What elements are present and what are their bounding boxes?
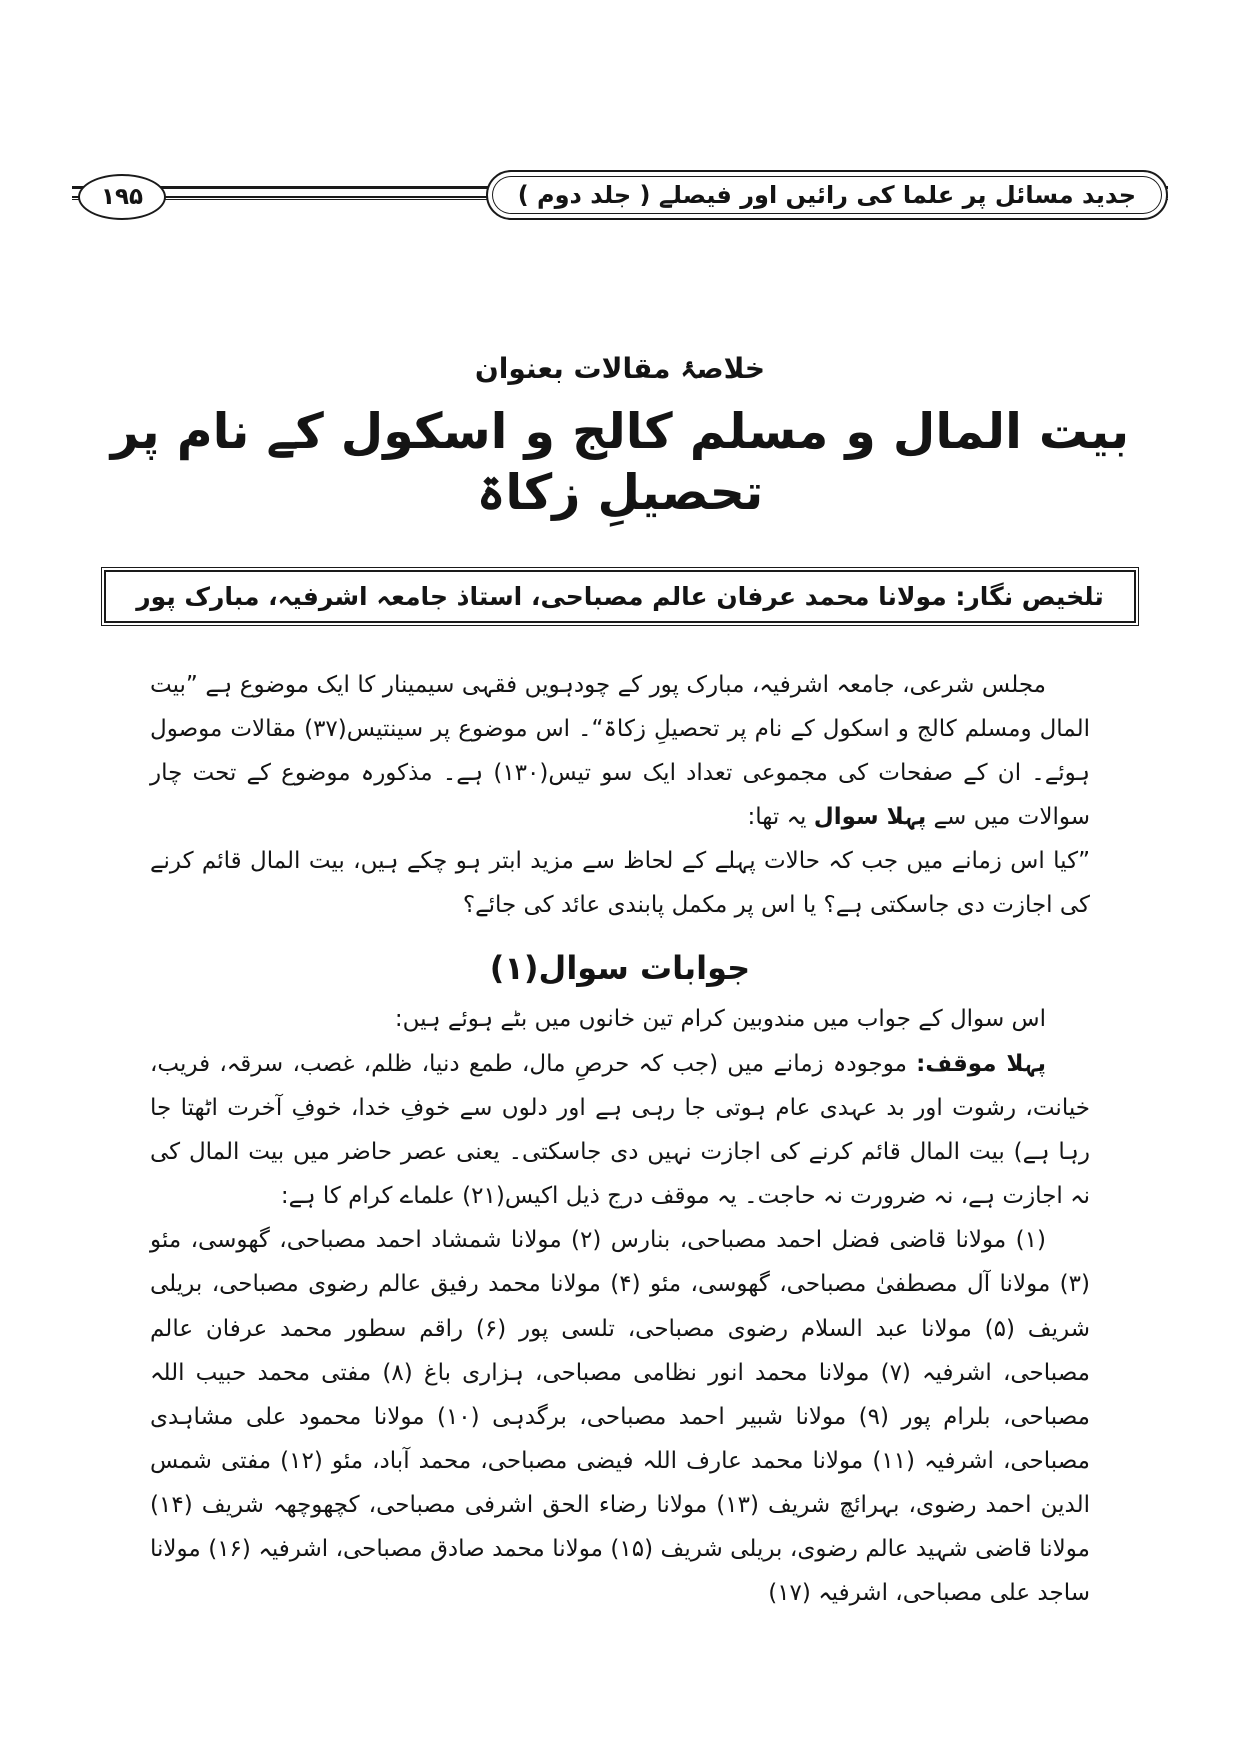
section-heading-answers: جوابات سوال(۱) bbox=[489, 949, 751, 988]
intro-text-pre: مجلس شرعی، جامعہ اشرفیہ، مبارک پور کے چودہویں فقہی سیمینار کا ایک موضوع ہے ”بیت المال ومسلم کالج و اسکول کے نام پر تحصیلِ زکاۃ“۔ اس موضوع پر سینتیس(۳۷) مقالات موصول ہوئے۔ ان کے صفحات کی مجموعی تعداد ایک سو تیس(۱۳۰) ہے۔ مذکورہ موضوع کے تحت چار سوالات میں سے bbox=[150, 671, 1090, 830]
article-title: بیت المال و مسلم کالج و اسکول کے نام پر تحصیلِ زکاۃ bbox=[110, 403, 1130, 522]
byline-box bbox=[104, 570, 1135, 623]
answers-intro-paragraph: اس سوال کے جواب میں مندوبین کرام تین خانوں میں بٹے ہوئے ہیں: bbox=[394, 1006, 1046, 1033]
intro-text-post: یہ تھا: bbox=[747, 803, 814, 830]
scholars-list-paragraph: (۱) مولانا قاضی فضل احمد مصباحی، بنارس (۲) مولانا شمشاد احمد مصباحی، گھوسی، مئو (۳) مولانا آل مصطفیٰ مصباحی، گھوسی، مئو (۴) مولانا محمد رفیق عالم رضوی مصباحی، بریلی شریف (۵) مولانا عبد السلام رضوی مصباحی، تلسی پور (۶) راقم سطور محمد عرفان عالم مصباحی، اشرفیہ (۷) مولانا محمد انور نظامی مصباحی، ہزاری باغ (۸) مفتی محمد حبیب اللہ مصباحی، بلرام پور (۹) مولانا شبیر احمد مصباحی، برگدہی (۱۰) مولانا محمود علی مشاہدی مصباحی، اشرفیہ (۱۱) مولانا محمد عارف اللہ فیضی مصباحی، محمد آباد، مئو (۱۲) مفتی شمس الدین احمد رضوی، بہرائچ شریف (۱۳) مولانا رضاء الحق اشرفی مصباحی، کچھوچھہ شریف (۱۴) مولانا قاضی شہید عالم رضوی، بریلی شریف (۱۵) مولانا محمد صادق مصباحی، اشرفیہ (۱۶) مولانا ساجد علی مصباحی، اشرفیہ (۱۷) bbox=[150, 1227, 1091, 1607]
book-title: جدید مسائل پر علما کی رائیں اور فیصلے ( جلد دوم ) bbox=[517, 181, 1136, 209]
stance-label: پہلا موقف: bbox=[916, 1050, 1046, 1077]
page-number-badge bbox=[78, 174, 166, 220]
intro-text-bold: پہلا سوال bbox=[813, 803, 927, 830]
article-kicker: خلاصۂ مقالات بعنوان bbox=[474, 352, 766, 385]
question-quote: ”کیا اس زمانے میں جب کہ حالات پہلے کے لحاظ سے مزید ابتر ہو چکے ہیں، بیت المال قائم کرنے کی اجازت دی جاسکتی ہے؟ یا اس پر مکمل پابندی عائد کی جائے؟ bbox=[150, 848, 1090, 919]
byline-text: تلخیص نگار: مولانا محمد عرفان عالم مصباحی، استاذ جامعہ اشرفیہ، مبارک پور bbox=[136, 581, 1104, 611]
intro-paragraph bbox=[150, 663, 1090, 840]
book-title-cartouche bbox=[486, 170, 1168, 220]
page-number: ۱۹۵ bbox=[100, 184, 144, 210]
first-stance-paragraph bbox=[150, 1042, 1090, 1219]
article-body bbox=[76, 663, 1164, 1616]
stance-text: موجودہ زمانے میں (جب کہ حرصِ مال، طمع دنیا، ظلم، غصب، سرقہ، فریب، خیانت، رشوت اور بد عہدی عام ہوتی جا رہی ہے اور دلوں سے خوفِ خدا، خوفِ آخرت اٹھتا جا رہا ہے) بیت المال قائم کرنے کی اجازت نہیں دی جاسکتی۔ یعنی عصر حاضر میں بیت المال کی نہ اجازت ہے، نہ ضرورت نہ حاجت۔ یہ موقف درج ذیل اکیس(۲۱) علماے کرام کا ہے: bbox=[150, 1050, 1090, 1210]
page-header bbox=[72, 170, 1168, 226]
